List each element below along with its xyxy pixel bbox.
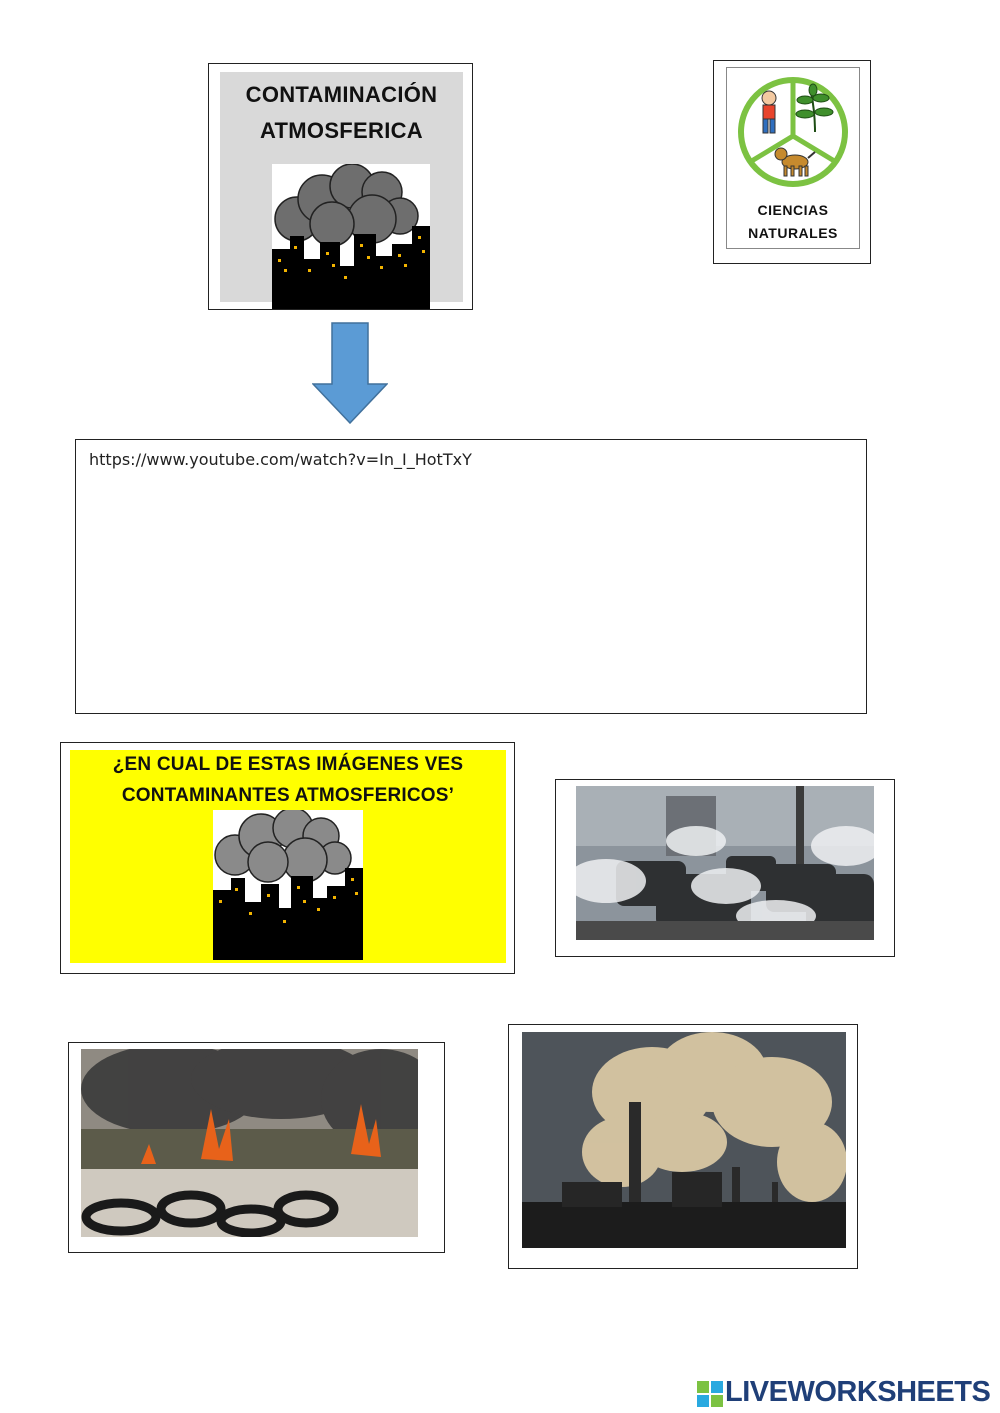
traffic-photo-card[interactable] [555,779,895,957]
tires-photo-card[interactable] [68,1042,445,1253]
factory-smoke-photo[interactable] [522,1032,846,1248]
title-line-2: ATMOSFERICA [260,118,423,143]
science-label-line-1: CIENCIAS [757,202,829,218]
question-line-2: CONTAMINANTES ATMOSFERICOS’ [121,785,455,806]
traffic-exhaust-photo[interactable] [576,786,874,940]
science-logo [726,67,860,249]
burning-tires-photo[interactable] [81,1049,418,1237]
title-card [208,63,473,310]
down-arrow-icon [312,322,388,424]
liveworksheets-brand: LIVEWORKSHEETS [725,1376,991,1408]
polluted-city-icon [272,164,430,309]
title-line-1: CONTAMINACIÓN [245,82,438,107]
science-logo-card [713,60,871,264]
question-background [70,750,506,963]
video-link[interactable]: https://www.youtube.com/watch?v=In_I_HotTxY [89,450,472,469]
liveworksheets-icon [697,1381,723,1407]
factory-photo-card[interactable] [508,1024,858,1269]
science-label-line-2: NATURALES [748,225,838,241]
question-card [60,742,515,974]
title-card-background [220,72,463,302]
question-line-1: ¿EN CUAL DE ESTAS IMÁGENES VES [112,754,464,775]
polluted-city-icon [213,810,363,960]
video-box[interactable] [75,439,867,714]
liveworksheets-logo[interactable] [697,1376,997,1410]
